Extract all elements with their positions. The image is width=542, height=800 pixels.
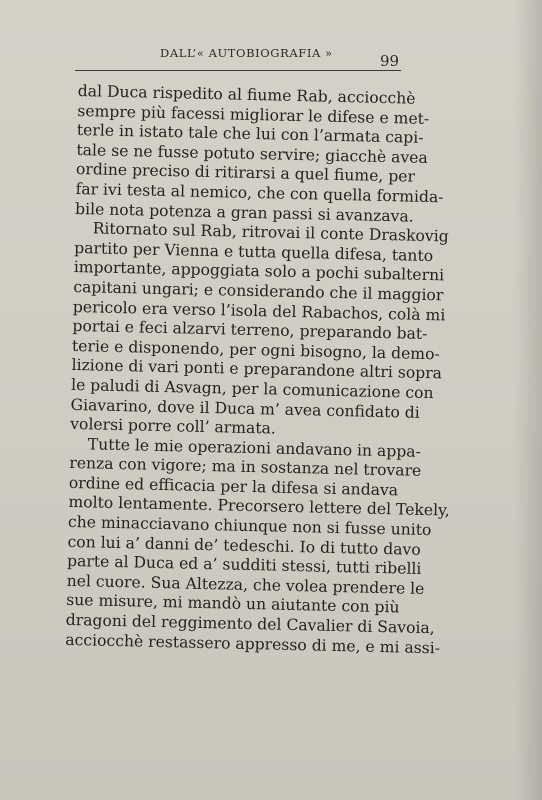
header-rule [75, 70, 401, 71]
text-line: volersi porre coll’ armata. [70, 415, 277, 438]
text-line: Giavarino, dove il Duca m’ avea confidato di [70, 395, 420, 422]
text-line: Ritornato sul Rab, ritrovai il conte Draskovig [92, 219, 449, 246]
text-line: tale se ne fusse potuto servire; giacchè avea [76, 140, 428, 167]
page-number: 99 [380, 52, 400, 70]
page-edge-shadow [514, 0, 542, 800]
text-line: con lui a’ danni de’ tedeschi. Io di tutto davo [67, 532, 421, 559]
text-line: sue misure, mi mandò un aiutante con più [66, 591, 400, 617]
text-line: lizione di vari ponti e preparandone altri sopra [71, 356, 443, 383]
text-line: terie e disponendo, per ogni bisogno, la demo- [71, 336, 440, 363]
text-line: molto lentamente. Precorsero lettere del Tekely, [68, 493, 450, 521]
text-line: far ivi testa al nemico, che con quella formida- [75, 179, 444, 207]
text-line: portai e feci alzarvi terreno, preparando bat- [72, 317, 428, 344]
text-line: dragoni del reggimento del Cavalier di Savoia, [65, 610, 435, 638]
body-text [65, 82, 450, 657]
text-line: acciocchè restassero appresso di me, e mi assi- [65, 630, 441, 657]
text-line: pericolo era verso l’isola del Rabachos, colà mi [72, 297, 446, 324]
text-line: parte al Duca ed a’ sudditi stessi, tutti ribelli [66, 552, 422, 579]
text-line: dal Duca rispedito al fiume Rab, acciocchè [77, 82, 416, 108]
text-line: le paludi di Asvagn, per la comunicazione con [70, 375, 434, 403]
text-line: capitani ungari; e considerando che il maggior [73, 277, 444, 305]
text-line: sempre più facessi migliorar le difese e met- [77, 101, 430, 128]
text-line: ordine ed efficacia per la difesa si andava [68, 473, 399, 500]
text-line: importante, appoggiata solo a pochi subalterni [73, 258, 445, 285]
text-line: terle in istato tale che lui con l’armata capi- [76, 121, 424, 148]
text-line: che minacciavano chiunque non si fusse unito [67, 512, 432, 540]
text-line: renza con vigore; ma in sostanza nel trovare [69, 454, 422, 481]
running-head: DALL’« AUTOBIOGRAFIA » [160, 46, 333, 60]
text-line: nel cuore. Sua Altezza, che volea prendere le [66, 571, 425, 598]
text-line: bile nota potenza a gran passi si avanzava. [74, 199, 414, 226]
text-line: ordine preciso di ritirarsi a quel fiume, per [75, 160, 416, 187]
text-line: partito per Vienna e tutta quella difesa, tanto [74, 238, 434, 265]
text-line: Tutte le mie operazioni andavano in appa- [87, 435, 422, 461]
